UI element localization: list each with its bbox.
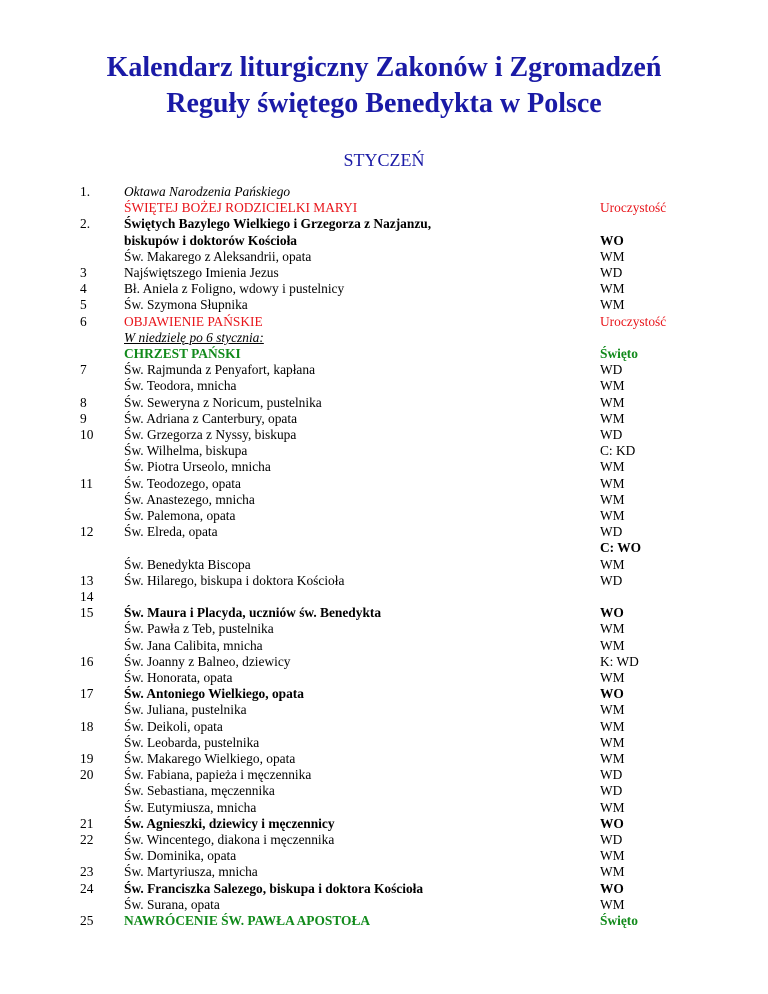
feast-name: Świętych Bazylego Wielkiego i Grzegorza z Nazjanzu, [124,216,432,232]
document-title [0,50,768,122]
feast-name: ŚWIĘTEJ BOŻEJ RODZICIELKI MARYI [124,200,358,216]
feast-rank: WM [600,475,625,491]
calendar-row [0,508,768,524]
day-number: 12 [80,524,94,540]
calendar-row [0,476,768,492]
feast-name: Św. Piotra Urseolo, mnicha [124,459,271,475]
calendar-row [0,459,768,475]
calendar-row [0,297,768,313]
feast-name: Św. Wilhelma, biskupa [124,443,248,459]
calendar-row [0,362,768,378]
calendar-row [0,702,768,718]
feast-rank: WD [600,524,623,540]
feast-name: Oktawa Narodzenia Pańskiego [124,184,291,199]
feast-rank: WO [600,815,624,831]
feast-rank: WM [600,508,625,523]
feast-name: Św. Juliana, pustelnika [124,702,247,718]
feast-name: Św. Teodozego, opata [124,475,241,491]
feast-rank: Święto [600,346,638,361]
feast-rank: WD [600,427,623,442]
calendar-row [0,735,768,751]
feast-name: Św. Agnieszki, dziewicy i męczennicy [124,815,335,831]
day-number: 2. [80,216,91,232]
calendar-row [0,314,768,330]
calendar-row [0,378,768,394]
calendar-row [0,638,768,654]
feast-rank: K: WD [600,653,639,669]
calendar-row [0,540,768,556]
calendar-row [0,184,768,200]
feast-name: Św. Palemona, opata [124,508,236,523]
feast-name: Św. Maura i Placyda, uczniów św. Benedykta [124,605,382,621]
calendar-row [0,605,768,621]
day-number: 9 [80,410,87,426]
feast-rank: WM [600,281,625,297]
feast-rank: WM [600,621,625,637]
day-number: 17 [80,686,94,702]
calendar-row [0,443,768,459]
day-number: 16 [80,653,94,669]
day-number: 15 [80,605,94,621]
calendar-row [0,492,768,508]
feast-name: OBJAWIENIE PAŃSKIE [124,313,263,329]
feast-name: Św. Hilarego, biskupa i doktora Kościoła [124,572,345,588]
feast-rank: WM [600,718,625,734]
day-number: 13 [80,572,94,588]
day-number: 24 [80,880,94,896]
feast-rank: WD [600,767,623,783]
title-line-1: Kalendarz liturgiczny Zakonów i Zgromadzeń [106,52,662,83]
feast-rank: WM [600,248,625,264]
feast-name: Bł. Aniela z Foligno, wdowy i pustelnicy [124,281,345,297]
feast-name: Św. Wincentego, diakona i męczennika [124,832,335,847]
feast-rank: WD [600,572,623,588]
feast-name: Św. Adriana z Canterbury, opata [124,410,298,426]
feast-rank: WO [600,232,624,248]
feast-name: Św. Sebastiana, męczennika [124,783,275,799]
day-number: 10 [80,427,94,442]
feast-name: Św. Franciszka Salezego, biskupa i doktora Kościoła [124,880,424,896]
feast-name: Św. Anastezego, mnicha [124,491,255,507]
feast-rank: WM [600,896,625,912]
title-line-2: Reguły świętego Benedykta w Polsce [166,88,602,119]
feast-rank: WM [600,394,625,410]
calendar-row [0,265,768,281]
calendar-row [0,346,768,362]
day-number: 20 [80,767,94,783]
day-number: 5 [80,297,87,313]
calendar-row [0,233,768,249]
day-number: 1. [80,184,91,199]
feast-rank: C: WO [600,540,642,556]
calendar-row [0,719,768,735]
feast-rank: WM [600,297,625,313]
feast-rank: Święto [600,913,638,928]
feast-name: Św. Leobarda, pustelnika [124,734,260,750]
calendar-row [0,281,768,297]
calendar-row [0,881,768,897]
feast-name: biskupów i doktorów Kościoła [124,232,297,248]
feast-name: Św. Antoniego Wielkiego, opata [124,686,304,702]
calendar-row [0,864,768,880]
month-heading: STYCZEŃ [343,150,425,170]
feast-rank: Uroczystość [600,313,667,329]
calendar-row [0,783,768,799]
calendar-row [0,427,768,443]
day-number: 22 [80,832,94,847]
feast-rank: WM [600,702,625,718]
day-number: 19 [80,751,94,766]
feast-name: W niedzielę po 6 stycznia: [124,329,264,345]
feast-name: Św. Rajmunda z Penyafort, kapłana [124,362,316,378]
feast-rank: WM [600,459,625,475]
calendar-row [0,589,768,605]
feast-name: Św. Martyriusza, mnicha [124,864,258,880]
calendar-row [0,751,768,767]
feast-name: Św. Grzegorza z Nyssy, biskupa [124,427,297,442]
feast-name: Św. Elreda, opata [124,524,218,540]
feast-rank: WO [600,686,624,702]
feast-rank: WM [600,637,625,653]
feast-name: NAWRÓCENIE ŚW. PAWŁA APOSTOŁA [124,913,371,928]
feast-rank: WM [600,734,625,750]
day-number: 18 [80,718,94,734]
calendar-row [0,686,768,702]
feast-rank: WM [600,848,625,864]
feast-rank: WM [600,670,625,685]
feast-name: Św. Honorata, opata [124,670,233,685]
feast-name: Św. Pawła z Teb, pustelnika [124,621,274,637]
calendar-row [0,800,768,816]
calendar-row [0,573,768,589]
calendar-row [0,200,768,216]
calendar-row [0,848,768,864]
calendar-row [0,767,768,783]
feast-rank: WD [600,265,623,280]
calendar-row [0,832,768,848]
calendar-row [0,216,768,232]
feast-rank: WD [600,783,623,799]
calendar-row [0,557,768,573]
calendar-row [0,816,768,832]
feast-name: Św. Surana, opata [124,896,220,912]
calendar-row [0,621,768,637]
calendar-row [0,897,768,913]
day-number: 4 [80,281,87,297]
feast-name: Św. Dominika, opata [124,848,237,864]
day-number: 6 [80,313,87,329]
calendar-row [0,330,768,346]
calendar-row [0,411,768,427]
feast-rank: WO [600,605,624,621]
feast-rank: WD [600,832,623,847]
feast-rank: WM [600,751,625,766]
day-number: 8 [80,394,87,410]
day-number: 25 [80,913,94,928]
day-number: 23 [80,864,94,880]
feast-rank: WM [600,864,625,880]
feast-name: Św. Fabiana, papieża i męczennika [124,767,312,783]
feast-rank: WM [600,556,625,572]
feast-name: Św. Makarego z Aleksandrii, opata [124,248,312,264]
day-number: 11 [80,475,93,491]
day-number: 14 [80,589,94,604]
feast-name: Najświętszego Imienia Jezus [124,265,279,280]
feast-name: Św. Jana Calibita, mnicha [124,637,263,653]
feast-name: Św. Benedykta Biscopa [124,556,251,572]
feast-rank: WM [600,410,625,426]
feast-name: Św. Seweryna z Noricum, pustelnika [124,394,322,410]
feast-rank: WO [600,880,624,896]
calendar-row [0,670,768,686]
feast-rank: WM [600,378,625,394]
day-number: 7 [80,362,87,378]
feast-name: Św. Joanny z Balneo, dziewicy [124,653,291,669]
feast-rank: Uroczystość [600,200,667,216]
feast-name: Św. Makarego Wielkiego, opata [124,751,296,766]
feast-name: Św. Deikoli, opata [124,718,223,734]
calendar-row [0,524,768,540]
feast-rank: C: KD [600,443,636,459]
day-number: 3 [80,265,87,280]
feast-name: CHRZEST PAŃSKI [124,346,241,361]
feast-rank: WM [600,799,625,815]
feast-name: Św. Eutymiusza, mnicha [124,799,257,815]
feast-rank: WM [600,491,625,507]
calendar-row [0,913,768,929]
feast-name: Św. Teodora, mnicha [124,378,237,394]
feast-rank: WD [600,362,623,378]
calendar-row [0,654,768,670]
feast-name: Św. Szymona Słupnika [124,297,248,313]
day-number: 21 [80,815,94,831]
calendar-row [0,395,768,411]
calendar-row [0,249,768,265]
